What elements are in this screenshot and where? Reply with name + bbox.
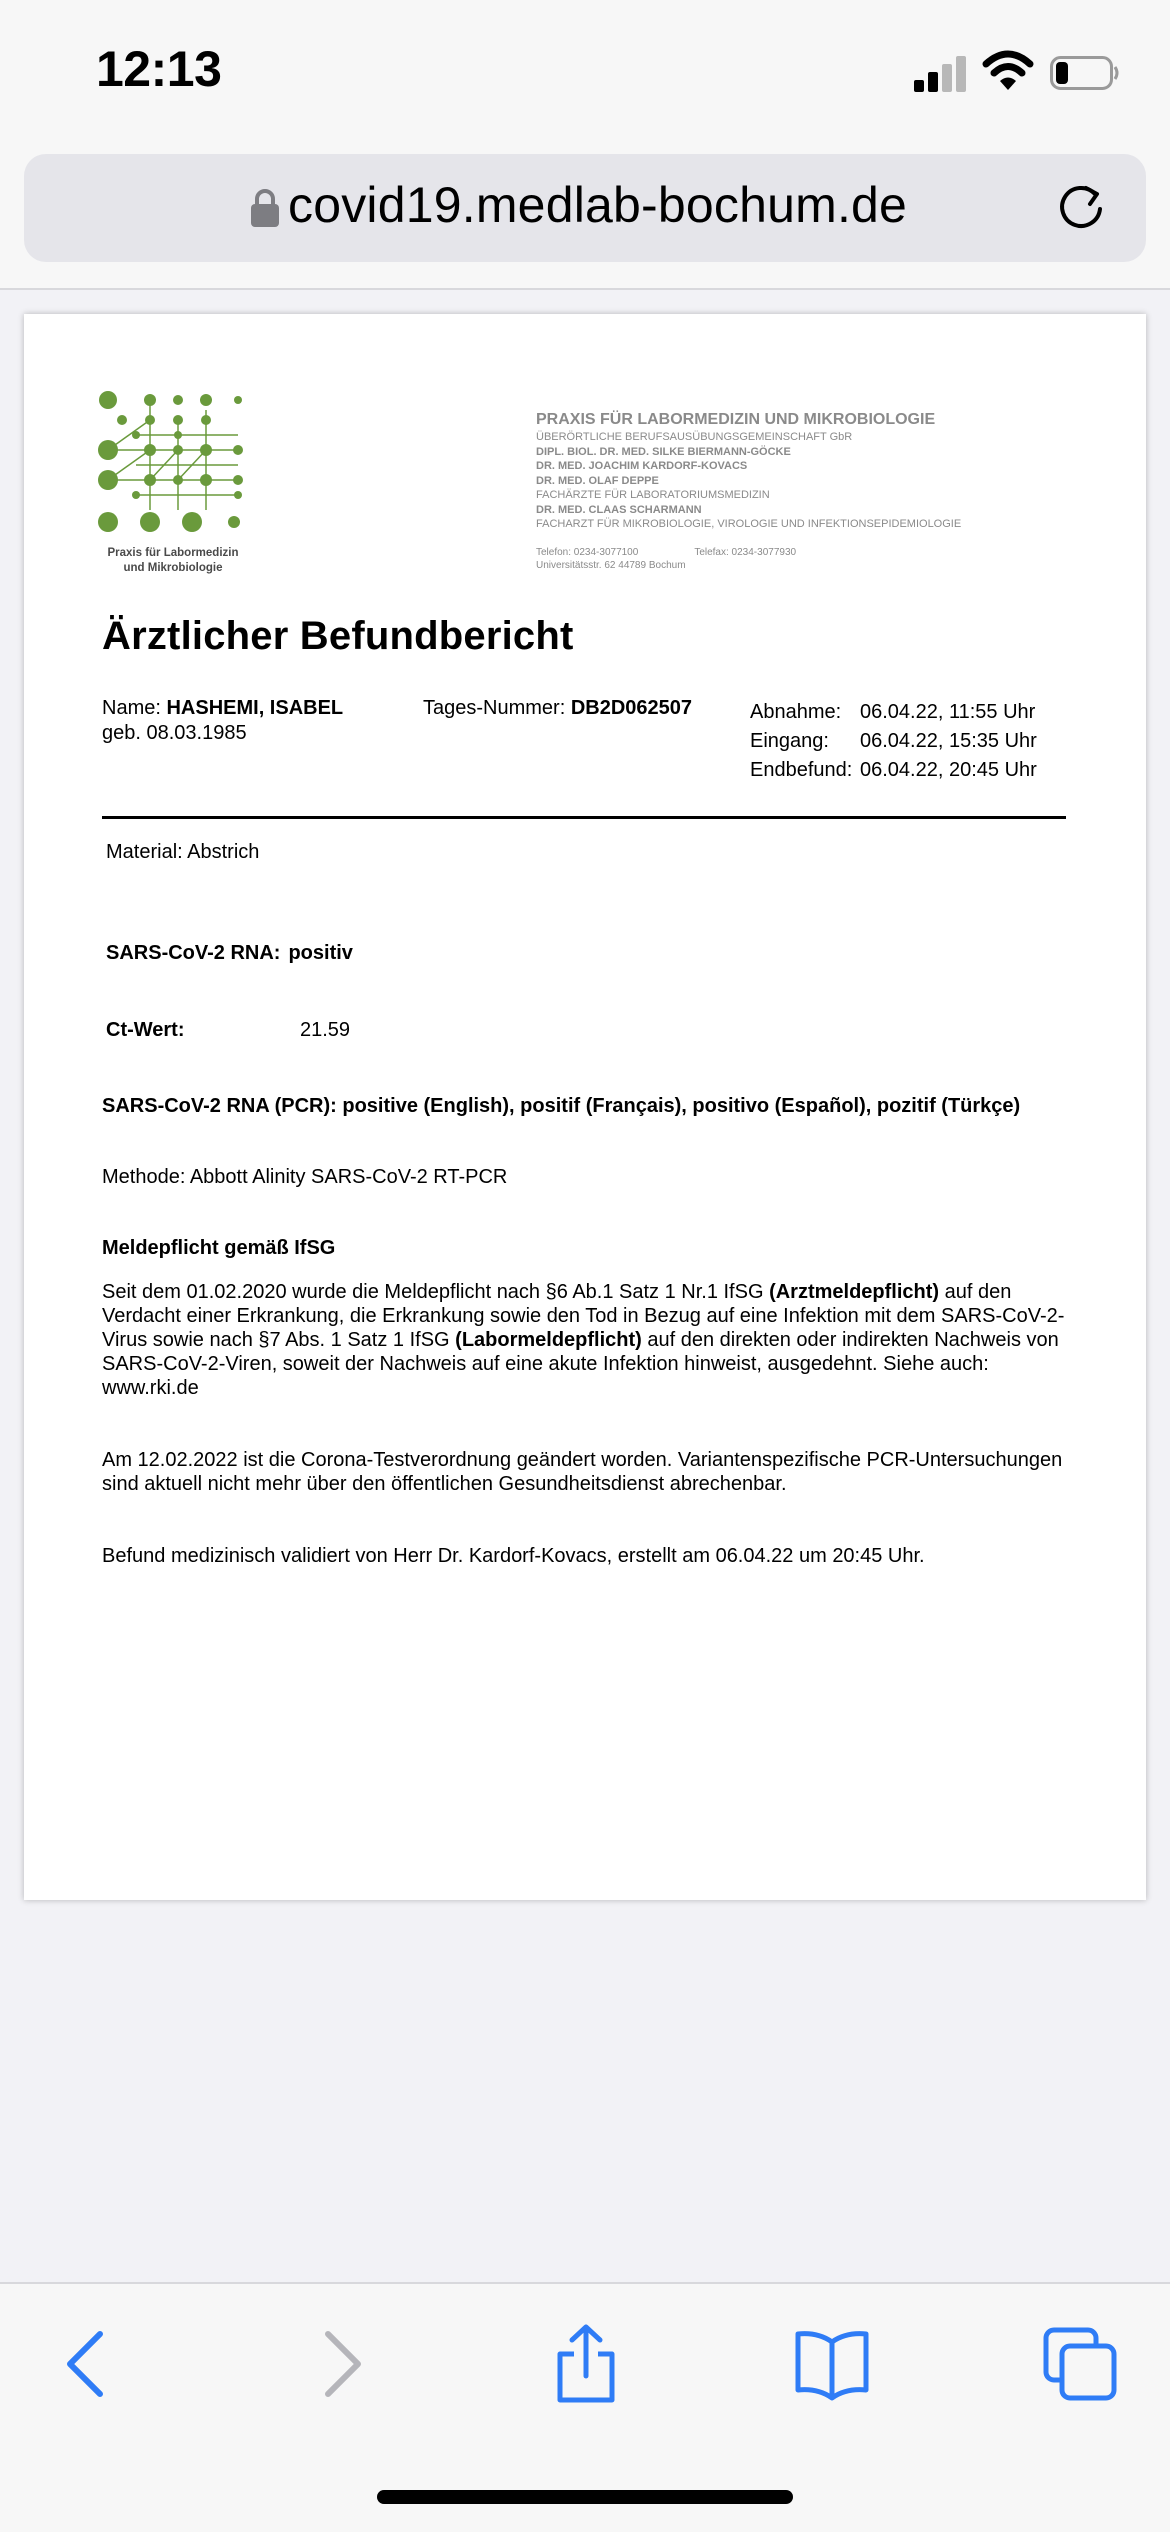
ct-value: 21.59: [300, 1019, 351, 1041]
patient-name: HASHEMI, ISABEL: [166, 697, 344, 719]
method: Methode: Abbott Alinity SARS-CoV-2 RT-PCR: [102, 1166, 508, 1188]
back-icon[interactable]: [48, 2324, 128, 2404]
date-label: Eingang:: [750, 730, 829, 752]
reload-icon[interactable]: [1054, 182, 1108, 236]
sars-value: positiv: [288, 942, 353, 964]
meldepflicht-paragraph: [102, 1280, 1082, 1400]
ct-label: Ct-Wert:: [106, 1019, 185, 1041]
material: Material: Abstrich: [106, 841, 260, 863]
tabs-icon[interactable]: [1040, 2324, 1120, 2404]
logo-caption: [78, 546, 268, 576]
lock-icon: [250, 188, 280, 228]
date-label: Abnahme:: [750, 701, 842, 723]
date-row-eingang: [750, 727, 1037, 756]
date-label: Endbefund:: [750, 759, 853, 781]
patient-info: [102, 696, 343, 746]
lab-letterhead: [536, 410, 1096, 572]
meld-bold: (Arztmeldepflicht): [769, 1281, 940, 1303]
date-row-abnahme: [750, 698, 1037, 727]
date-row-endbefund: [750, 756, 1037, 785]
forward-icon[interactable]: [300, 2324, 380, 2404]
meldepflicht-title: Meldepflicht gemäß IfSG: [102, 1237, 336, 1259]
lab-line6: DR. MED. CLAAS SCHARMANN: [536, 503, 702, 516]
signal-icon: [914, 54, 970, 92]
sars-label: SARS-CoV-2 RNA:: [106, 942, 281, 964]
meld-text: auf den Verdacht einer Erkrankung, die Erkrankung sowie den Tod in Bezug auf eine Infektion mit dem SARS-CoV-2-Virus sowie nach §7 Abs. 1 Satz 1 IfSG: [102, 1281, 1065, 1351]
lab-line1: ÜBERÖRTLICHE BERUFSAUSÜBUNGSGEMEINSCHAFT GbR: [536, 431, 853, 443]
battery-icon: [1050, 56, 1120, 90]
lab-line7: FACHARZT FÜR MIKROBIOLOGIE, VIROLOGIE UND INFEKTIONSEPIDEMIOLOGIE: [536, 518, 962, 530]
home-indicator[interactable]: [377, 2490, 793, 2504]
lab-line3: DR. MED. JOACHIM KARDORF-KOVACS: [536, 460, 748, 472]
validation-note: Befund medizinisch validiert von Herr Dr. Kardorf-Kovacs, erstellt am 06.04.22 um 20:45 Uhr.: [102, 1545, 925, 1567]
page-title: Ärztlicher Befundbericht: [102, 614, 574, 658]
lab-line2: DIPL. BIOL. DR. MED. SILKE BIERMANN-GÖCKE: [536, 445, 791, 458]
lab-phone: Telefon: 0234-3077100: [536, 546, 639, 558]
status-bar: [0, 0, 1170, 140]
date-value: 06.04.22, 11:55 Uhr: [860, 701, 1036, 723]
header-divider: [102, 816, 1066, 819]
patient-name-label: Name:: [102, 697, 161, 719]
address-bar[interactable]: [24, 154, 1146, 262]
report-document: [24, 314, 1146, 1900]
sample-dates: [750, 698, 1037, 785]
meld-text: auf den direkten oder indirekten Nachweis von SARS-CoV-2-Viren, soweit der Nachweis auf eine akute Infektion hinweist, ausgedehnt. Siehe auch: www.rki.de: [102, 1329, 1059, 1399]
variant-paragraph: Am 12.02.2022 ist die Corona-Testverordnung geändert worden. Variantenspezifische PCR-Untersuchungen sind aktuell nicht mehr über den öffentlichen Gesundheitsdienst abrechenbar.: [102, 1449, 1063, 1495]
tages-value: DB2D062507: [570, 697, 693, 719]
wifi-icon: [982, 50, 1034, 92]
lab-line5: FACHÄRZTE FÜR LABORATORIUMSMEDIZIN: [536, 489, 770, 501]
bookmarks-icon[interactable]: [792, 2324, 872, 2404]
tages-label: Tages-Nummer:: [423, 697, 566, 719]
meld-bold: (Labormeldepflicht): [455, 1329, 642, 1351]
logo-caption-line2: und Mikrobiologie: [123, 562, 223, 574]
logo-caption-line1: Praxis für Labormedizin: [107, 547, 239, 559]
tages-nummer: [423, 696, 692, 721]
lab-name: PRAXIS FÜR LABORMEDIZIN UND MIKROBIOLOGIE: [536, 411, 936, 428]
lab-fax: Telefax: 0234-3077930: [694, 546, 797, 558]
date-value: 06.04.22, 20:45 Uhr: [860, 759, 1037, 781]
lab-contact: [536, 546, 1096, 572]
patient-dob: geb. 08.03.1985: [102, 722, 247, 744]
sars-result: [106, 941, 353, 965]
page-content[interactable]: [0, 292, 1170, 2282]
browser-top-bar: [0, 140, 1170, 290]
lab-line4: DR. MED. OLAF DEPPE: [536, 474, 659, 487]
pcr-result-line: SARS-CoV-2 RNA (PCR): positive (English), positif (Français), positivo (Español), pozitif (Türkçe): [102, 1095, 1021, 1117]
status-time: 12:13: [96, 41, 222, 97]
meld-text: Seit dem 01.02.2020 wurde die Meldepflicht nach §6 Ab.1 Satz 1 Nr.1 IfSG: [102, 1281, 770, 1303]
url-text[interactable]: covid19.medlab-bochum.de: [288, 177, 908, 233]
ct-value-row: [106, 1018, 350, 1042]
lab-address: Universitätsstr. 62 44789 Bochum: [536, 559, 686, 571]
share-icon[interactable]: [546, 2324, 626, 2404]
date-value: 06.04.22, 15:35 Uhr: [860, 730, 1037, 752]
lab-logo-icon: [98, 390, 248, 540]
